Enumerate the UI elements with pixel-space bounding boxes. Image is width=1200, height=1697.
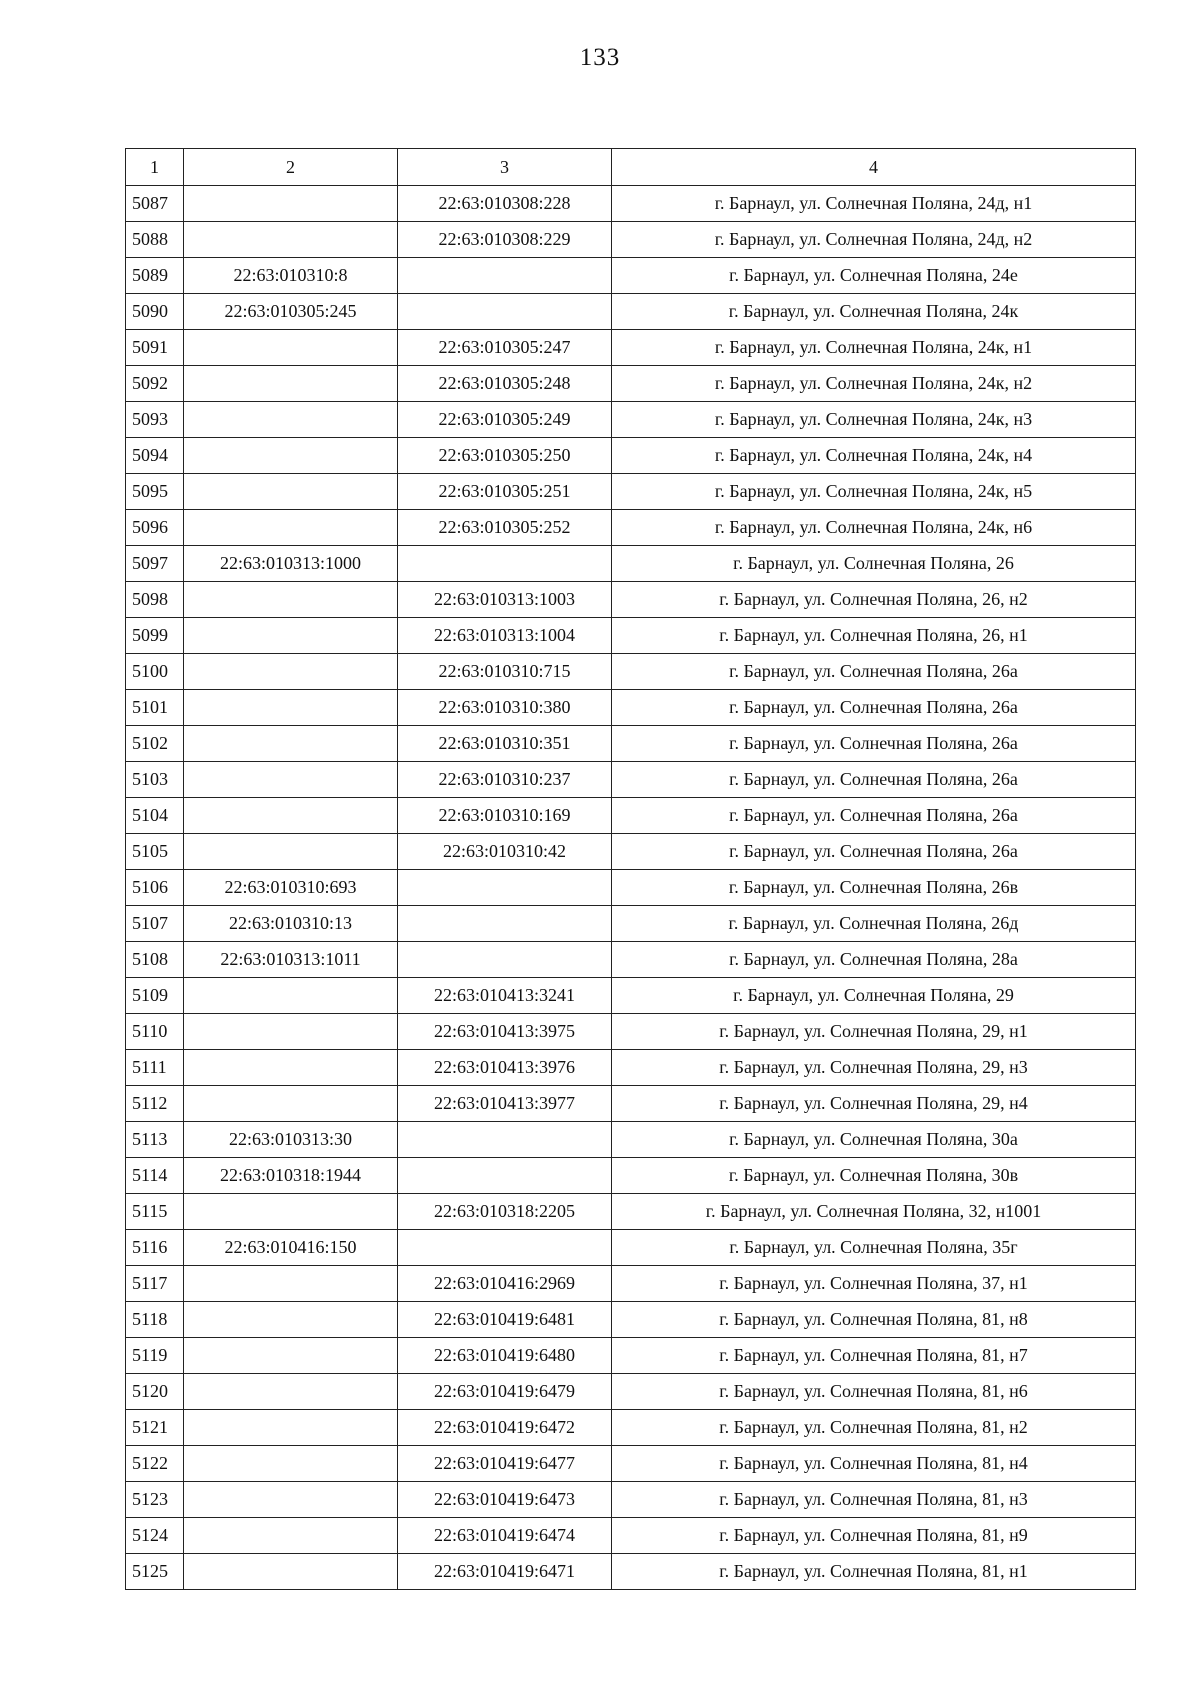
cadastral-number-parcel-cell: [184, 1050, 398, 1086]
address-cell: г. Барнаул, ул. Солнечная Поляна, 81, н6: [612, 1374, 1136, 1410]
address-cell: г. Барнаул, ул. Солнечная Поляна, 24д, н1: [612, 186, 1136, 222]
row-number-cell: 5088: [126, 222, 184, 258]
row-number-cell: 5124: [126, 1518, 184, 1554]
table-row: [126, 330, 1136, 366]
row-number-cell: 5093: [126, 402, 184, 438]
address-cell: г. Барнаул, ул. Солнечная Поляна, 81, н8: [612, 1302, 1136, 1338]
cadastral-number-object-cell: 22:63:010308:228: [398, 186, 612, 222]
address-cell: г. Барнаул, ул. Солнечная Поляна, 24к, н4: [612, 438, 1136, 474]
cadastral-number-object-cell: 22:63:010305:251: [398, 474, 612, 510]
address-cell: г. Барнаул, ул. Солнечная Поляна, 24е: [612, 258, 1136, 294]
table-row: [126, 1374, 1136, 1410]
address-cell: г. Барнаул, ул. Солнечная Поляна, 28а: [612, 942, 1136, 978]
table-row: [126, 222, 1136, 258]
table-row: [126, 726, 1136, 762]
table-body: [126, 186, 1136, 1590]
address-cell: г. Барнаул, ул. Солнечная Поляна, 24к, н6: [612, 510, 1136, 546]
table-row: [126, 1122, 1136, 1158]
address-cell: г. Барнаул, ул. Солнечная Поляна, 24д, н2: [612, 222, 1136, 258]
cadastral-number-parcel-cell: [184, 402, 398, 438]
cadastral-number-object-cell: 22:63:010416:2969: [398, 1266, 612, 1302]
table-row: [126, 1158, 1136, 1194]
cadastral-number-parcel-cell: 22:63:010416:150: [184, 1230, 398, 1266]
cadastral-number-object-cell: 22:63:010413:3976: [398, 1050, 612, 1086]
address-cell: г. Барнаул, ул. Солнечная Поляна, 26, н2: [612, 582, 1136, 618]
table-row: [126, 690, 1136, 726]
table-row: [126, 1338, 1136, 1374]
cadastral-number-parcel-cell: [184, 438, 398, 474]
cadastral-number-parcel-cell: [184, 1446, 398, 1482]
table-row: [126, 438, 1136, 474]
row-number-cell: 5115: [126, 1194, 184, 1230]
header-col-4: 4: [612, 149, 1136, 186]
row-number-cell: 5105: [126, 834, 184, 870]
address-cell: г. Барнаул, ул. Солнечная Поляна, 26д: [612, 906, 1136, 942]
address-cell: г. Барнаул, ул. Солнечная Поляна, 32, н1001: [612, 1194, 1136, 1230]
cadastral-number-object-cell: [398, 1230, 612, 1266]
row-number-cell: 5101: [126, 690, 184, 726]
table-row: [126, 1518, 1136, 1554]
cadastral-number-object-cell: 22:63:010308:229: [398, 222, 612, 258]
cadastral-number-parcel-cell: 22:63:010313:30: [184, 1122, 398, 1158]
cadastral-number-parcel-cell: [184, 222, 398, 258]
address-cell: г. Барнаул, ул. Солнечная Поляна, 81, н2: [612, 1410, 1136, 1446]
cadastral-number-parcel-cell: [184, 690, 398, 726]
cadastral-number-parcel-cell: [184, 1338, 398, 1374]
address-cell: г. Барнаул, ул. Солнечная Поляна, 30в: [612, 1158, 1136, 1194]
cadastral-number-object-cell: 22:63:010310:351: [398, 726, 612, 762]
cadastral-number-object-cell: 22:63:010419:6471: [398, 1554, 612, 1590]
row-number-cell: 5108: [126, 942, 184, 978]
cadastral-number-object-cell: 22:63:010310:237: [398, 762, 612, 798]
table-row: [126, 1410, 1136, 1446]
cadastral-number-object-cell: 22:63:010413:3975: [398, 1014, 612, 1050]
cadastral-number-parcel-cell: [184, 618, 398, 654]
cadastral-number-object-cell: 22:63:010305:249: [398, 402, 612, 438]
cadastral-number-object-cell: 22:63:010310:715: [398, 654, 612, 690]
row-number-cell: 5091: [126, 330, 184, 366]
table-row: [126, 546, 1136, 582]
cadastral-number-object-cell: 22:63:010419:6480: [398, 1338, 612, 1374]
address-cell: г. Барнаул, ул. Солнечная Поляна, 26в: [612, 870, 1136, 906]
cadastral-number-parcel-cell: [184, 186, 398, 222]
row-number-cell: 5123: [126, 1482, 184, 1518]
table-row: [126, 1554, 1136, 1590]
table-row: [126, 870, 1136, 906]
table-row: [126, 906, 1136, 942]
cadastral-number-parcel-cell: [184, 1482, 398, 1518]
table-row: [126, 654, 1136, 690]
cadastral-number-object-cell: 22:63:010305:250: [398, 438, 612, 474]
cadastral-number-object-cell: [398, 870, 612, 906]
row-number-cell: 5111: [126, 1050, 184, 1086]
address-cell: г. Барнаул, ул. Солнечная Поляна, 29, н1: [612, 1014, 1136, 1050]
cadastral-number-object-cell: 22:63:010419:6473: [398, 1482, 612, 1518]
row-number-cell: 5114: [126, 1158, 184, 1194]
cadastral-number-object-cell: [398, 294, 612, 330]
table-row: [126, 1266, 1136, 1302]
cadastral-number-object-cell: 22:63:010419:6477: [398, 1446, 612, 1482]
row-number-cell: 5116: [126, 1230, 184, 1266]
table-row: [126, 474, 1136, 510]
cadastral-number-parcel-cell: [184, 1374, 398, 1410]
cadastral-number-parcel-cell: 22:63:010310:13: [184, 906, 398, 942]
header-row: [126, 149, 1136, 186]
address-cell: г. Барнаул, ул. Солнечная Поляна, 26а: [612, 726, 1136, 762]
address-cell: г. Барнаул, ул. Солнечная Поляна, 24к, н3: [612, 402, 1136, 438]
row-number-cell: 5120: [126, 1374, 184, 1410]
cadastral-number-parcel-cell: [184, 1410, 398, 1446]
row-number-cell: 5122: [126, 1446, 184, 1482]
table-row: [126, 402, 1136, 438]
cadastral-number-object-cell: [398, 258, 612, 294]
row-number-cell: 5096: [126, 510, 184, 546]
row-number-cell: 5098: [126, 582, 184, 618]
address-cell: г. Барнаул, ул. Солнечная Поляна, 26: [612, 546, 1136, 582]
cadastral-number-object-cell: [398, 906, 612, 942]
cadastral-number-parcel-cell: [184, 1194, 398, 1230]
address-cell: г. Барнаул, ул. Солнечная Поляна, 35г: [612, 1230, 1136, 1266]
cadastral-number-parcel-cell: [184, 366, 398, 402]
table-row: [126, 978, 1136, 1014]
row-number-cell: 5097: [126, 546, 184, 582]
cadastral-number-object-cell: [398, 942, 612, 978]
page-number: 133: [579, 44, 621, 71]
cadastral-number-parcel-cell: [184, 1086, 398, 1122]
row-number-cell: 5109: [126, 978, 184, 1014]
cadastral-number-object-cell: 22:63:010313:1003: [398, 582, 612, 618]
address-cell: г. Барнаул, ул. Солнечная Поляна, 26а: [612, 798, 1136, 834]
cadastral-number-parcel-cell: [184, 762, 398, 798]
cadastral-number-parcel-cell: 22:63:010318:1944: [184, 1158, 398, 1194]
cadastral-number-parcel-cell: [184, 582, 398, 618]
cadastral-number-object-cell: 22:63:010313:1004: [398, 618, 612, 654]
row-number-cell: 5118: [126, 1302, 184, 1338]
table-row: [126, 834, 1136, 870]
address-cell: г. Барнаул, ул. Солнечная Поляна, 81, н4: [612, 1446, 1136, 1482]
address-cell: г. Барнаул, ул. Солнечная Поляна, 26а: [612, 690, 1136, 726]
row-number-cell: 5103: [126, 762, 184, 798]
address-table-container: [125, 148, 1135, 1590]
row-number-cell: 5106: [126, 870, 184, 906]
cadastral-number-object-cell: 22:63:010419:6474: [398, 1518, 612, 1554]
cadastral-number-parcel-cell: [184, 510, 398, 546]
address-cell: г. Барнаул, ул. Солнечная Поляна, 81, н9: [612, 1518, 1136, 1554]
address-table: [125, 148, 1136, 1590]
address-cell: г. Барнаул, ул. Солнечная Поляна, 26а: [612, 834, 1136, 870]
cadastral-number-object-cell: [398, 546, 612, 582]
address-cell: г. Барнаул, ул. Солнечная Поляна, 30а: [612, 1122, 1136, 1158]
cadastral-number-parcel-cell: [184, 834, 398, 870]
cadastral-number-object-cell: 22:63:010310:380: [398, 690, 612, 726]
row-number-cell: 5094: [126, 438, 184, 474]
cadastral-number-parcel-cell: [184, 330, 398, 366]
table-row: [126, 1014, 1136, 1050]
row-number-cell: 5112: [126, 1086, 184, 1122]
cadastral-number-object-cell: 22:63:010413:3977: [398, 1086, 612, 1122]
table-row: [126, 762, 1136, 798]
table-row: [126, 366, 1136, 402]
table-row: [126, 1482, 1136, 1518]
address-cell: г. Барнаул, ул. Солнечная Поляна, 24к: [612, 294, 1136, 330]
row-number-cell: 5110: [126, 1014, 184, 1050]
row-number-cell: 5095: [126, 474, 184, 510]
cadastral-number-object-cell: 22:63:010419:6472: [398, 1410, 612, 1446]
row-number-cell: 5113: [126, 1122, 184, 1158]
header-col-3: 3: [398, 149, 612, 186]
cadastral-number-object-cell: 22:63:010305:248: [398, 366, 612, 402]
cadastral-number-object-cell: 22:63:010305:252: [398, 510, 612, 546]
cadastral-number-parcel-cell: 22:63:010313:1000: [184, 546, 398, 582]
row-number-cell: 5100: [126, 654, 184, 690]
row-number-cell: 5104: [126, 798, 184, 834]
table-header: [126, 149, 1136, 186]
table-row: [126, 294, 1136, 330]
address-cell: г. Барнаул, ул. Солнечная Поляна, 81, н3: [612, 1482, 1136, 1518]
row-number-cell: 5087: [126, 186, 184, 222]
table-row: [126, 258, 1136, 294]
cadastral-number-object-cell: 22:63:010310:42: [398, 834, 612, 870]
table-row: [126, 582, 1136, 618]
row-number-cell: 5125: [126, 1554, 184, 1590]
cadastral-number-parcel-cell: [184, 654, 398, 690]
cadastral-number-parcel-cell: [184, 798, 398, 834]
address-cell: г. Барнаул, ул. Солнечная Поляна, 26а: [612, 654, 1136, 690]
row-number-cell: 5102: [126, 726, 184, 762]
address-cell: г. Барнаул, ул. Солнечная Поляна, 24к, н2: [612, 366, 1136, 402]
cadastral-number-parcel-cell: [184, 978, 398, 1014]
cadastral-number-object-cell: 22:63:010413:3241: [398, 978, 612, 1014]
address-cell: г. Барнаул, ул. Солнечная Поляна, 37, н1: [612, 1266, 1136, 1302]
address-cell: г. Барнаул, ул. Солнечная Поляна, 29, н4: [612, 1086, 1136, 1122]
table-row: [126, 1302, 1136, 1338]
address-cell: г. Барнаул, ул. Солнечная Поляна, 81, н7: [612, 1338, 1136, 1374]
table-row: [126, 1194, 1136, 1230]
cadastral-number-parcel-cell: [184, 1302, 398, 1338]
cadastral-number-object-cell: 22:63:010305:247: [398, 330, 612, 366]
table-row: [126, 1230, 1136, 1266]
cadastral-number-object-cell: 22:63:010318:2205: [398, 1194, 612, 1230]
cadastral-number-object-cell: 22:63:010419:6481: [398, 1302, 612, 1338]
row-number-cell: 5089: [126, 258, 184, 294]
cadastral-number-parcel-cell: [184, 1518, 398, 1554]
cadastral-number-parcel-cell: [184, 1014, 398, 1050]
address-cell: г. Барнаул, ул. Солнечная Поляна, 24к, н1: [612, 330, 1136, 366]
cadastral-number-parcel-cell: [184, 1554, 398, 1590]
cadastral-number-parcel-cell: 22:63:010310:693: [184, 870, 398, 906]
row-number-cell: 5107: [126, 906, 184, 942]
address-cell: г. Барнаул, ул. Солнечная Поляна, 26, н1: [612, 618, 1136, 654]
table-row: [126, 1086, 1136, 1122]
table-row: [126, 798, 1136, 834]
row-number-cell: 5121: [126, 1410, 184, 1446]
table-row: [126, 186, 1136, 222]
header-col-1: 1: [126, 149, 184, 186]
row-number-cell: 5119: [126, 1338, 184, 1374]
cadastral-number-parcel-cell: [184, 726, 398, 762]
row-number-cell: 5092: [126, 366, 184, 402]
table-row: [126, 942, 1136, 978]
cadastral-number-parcel-cell: [184, 1266, 398, 1302]
table-row: [126, 1446, 1136, 1482]
table-row: [126, 510, 1136, 546]
cadastral-number-parcel-cell: [184, 474, 398, 510]
cadastral-number-object-cell: 22:63:010419:6479: [398, 1374, 612, 1410]
table-row: [126, 618, 1136, 654]
address-cell: г. Барнаул, ул. Солнечная Поляна, 81, н1: [612, 1554, 1136, 1590]
cadastral-number-object-cell: [398, 1122, 612, 1158]
table-row: [126, 1050, 1136, 1086]
cadastral-number-parcel-cell: 22:63:010310:8: [184, 258, 398, 294]
row-number-cell: 5090: [126, 294, 184, 330]
row-number-cell: 5099: [126, 618, 184, 654]
address-cell: г. Барнаул, ул. Солнечная Поляна, 26а: [612, 762, 1136, 798]
header-col-2: 2: [184, 149, 398, 186]
address-cell: г. Барнаул, ул. Солнечная Поляна, 24к, н5: [612, 474, 1136, 510]
address-cell: г. Барнаул, ул. Солнечная Поляна, 29, н3: [612, 1050, 1136, 1086]
cadastral-number-object-cell: [398, 1158, 612, 1194]
row-number-cell: 5117: [126, 1266, 184, 1302]
cadastral-number-parcel-cell: 22:63:010305:245: [184, 294, 398, 330]
cadastral-number-parcel-cell: 22:63:010313:1011: [184, 942, 398, 978]
address-cell: г. Барнаул, ул. Солнечная Поляна, 29: [612, 978, 1136, 1014]
cadastral-number-object-cell: 22:63:010310:169: [398, 798, 612, 834]
